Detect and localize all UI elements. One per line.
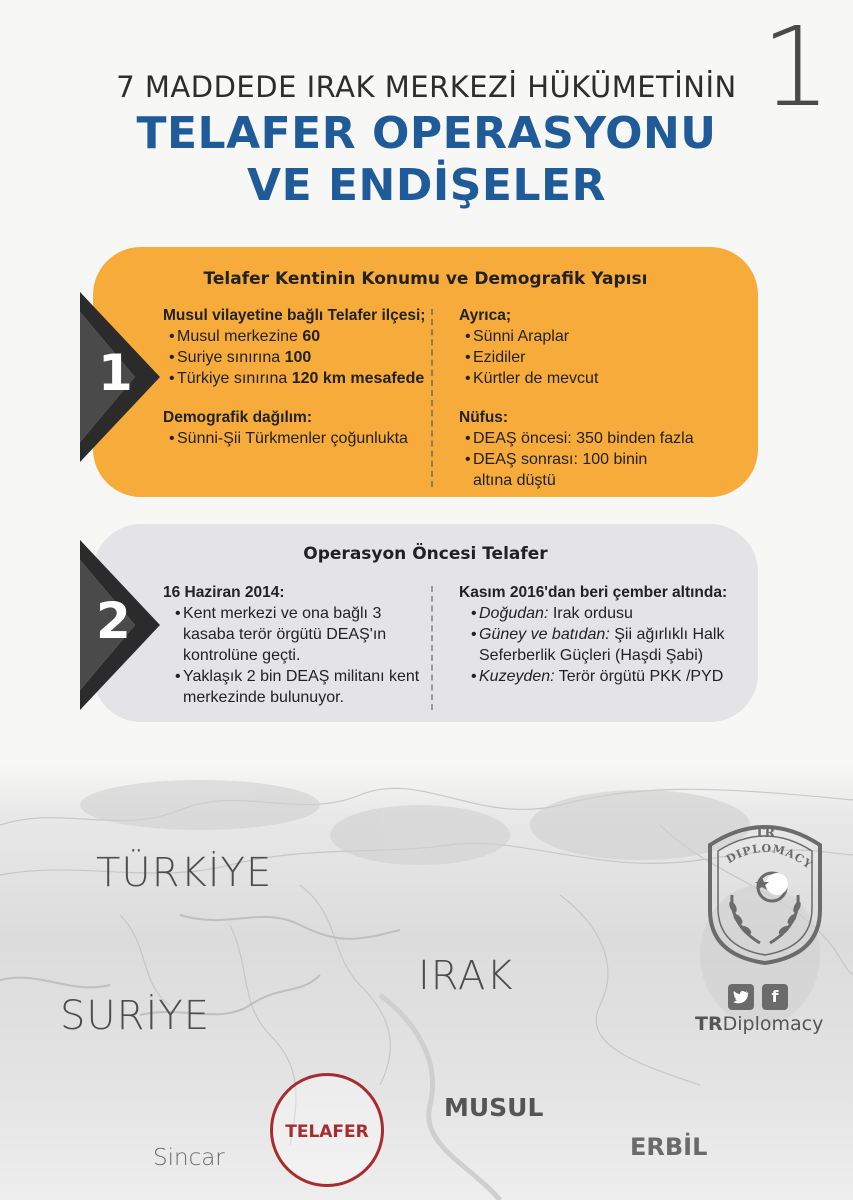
pre-title: 7 MADDEDE IRAK MERKEZİ HÜKÜMETİNİN bbox=[116, 70, 737, 104]
list-item: • Musul merkezine 60 bbox=[163, 326, 463, 347]
list-item: • Sünni-Şii Türkmenler çoğunlukta bbox=[163, 428, 463, 449]
header bbox=[0, 70, 853, 212]
twitter-icon[interactable] bbox=[728, 984, 754, 1010]
section-2-left-column bbox=[163, 582, 428, 708]
list-item: • Yaklaşık 2 bin DEAŞ militanı kent merkezinde bulunuyor. bbox=[163, 666, 428, 708]
map-label-erbil: ERBİL bbox=[630, 1133, 708, 1161]
section-1-chevron bbox=[80, 292, 170, 462]
section-1-title: Telafer Kentinin Konumu ve Demografik Yapısı bbox=[203, 269, 648, 289]
facebook-icon[interactable]: f bbox=[762, 984, 788, 1010]
list-item: • Kürtler de mevcut bbox=[459, 368, 749, 389]
brand-handle: TRDiplomacy bbox=[695, 1013, 824, 1035]
section-2-divider bbox=[431, 586, 433, 710]
telafer-label: TELAFER bbox=[285, 1122, 369, 1142]
section-2-chevron bbox=[80, 540, 170, 710]
list-item: • Suriye sınırına 100 bbox=[163, 347, 463, 368]
section-1-right-heading-2: Nüfus: bbox=[459, 409, 509, 426]
section-2-card bbox=[93, 524, 758, 722]
social-icons bbox=[728, 984, 788, 1010]
section-1-right-column bbox=[459, 305, 749, 491]
list-item: • Ezidiler bbox=[459, 347, 749, 368]
list-item: • Doğudan: Irak ordusu bbox=[459, 603, 749, 624]
section-1-right-heading-1: Ayrıca; bbox=[459, 307, 511, 324]
section-1-left-heading-2: Demografik dağılım: bbox=[163, 409, 312, 426]
section-1-left-column bbox=[163, 305, 463, 449]
section-1-number: 1 bbox=[98, 344, 133, 402]
section-2-right-heading: Kasım 2016'dan beri çember altında: bbox=[459, 584, 728, 601]
main-title-line-2: VE ENDİŞELER bbox=[247, 160, 606, 211]
svg-text:DIPLOMACY: DIPLOMACY bbox=[723, 841, 816, 872]
list-item: • Türkiye sınırına 120 km mesafede bbox=[163, 368, 463, 389]
map-label-musul: MUSUL bbox=[444, 1093, 544, 1122]
map-label-turkiye: TÜRKİYE bbox=[96, 850, 273, 896]
list-item: • Kuzeyden: Terör örgütü PKK /PYD bbox=[459, 666, 749, 687]
list-item: • DEAŞ sonrası: 100 binin altına düştü bbox=[459, 449, 669, 491]
section-2-right-column bbox=[459, 582, 749, 687]
list-item: • Sünni Araplar bbox=[459, 326, 749, 347]
section-2-title: Operasyon Öncesi Telafer bbox=[303, 544, 548, 564]
svg-text:TR: TR bbox=[754, 826, 776, 841]
telafer-marker bbox=[270, 1073, 384, 1187]
main-title-line-1: TELAFER OPERASYONU bbox=[136, 108, 717, 159]
section-1-card bbox=[93, 247, 758, 497]
list-item: • Güney ve batıdan: Şii ağırlıklı Halk Seferberlik Güçleri (Haşdi Şabi) bbox=[459, 624, 749, 666]
list-item: • DEAŞ öncesi: 350 binden fazla bbox=[459, 428, 749, 449]
map-label-suriye: SURİYE bbox=[60, 993, 210, 1039]
section-1-left-heading-1: Musul vilayetine bağlı Telafer ilçesi; bbox=[163, 307, 426, 324]
section-2-number: 2 bbox=[96, 592, 131, 650]
page-number: 1 bbox=[761, 3, 831, 131]
map-label-sincar: Sincar bbox=[153, 1145, 225, 1171]
section-2-left-heading: 16 Haziran 2014: bbox=[163, 584, 285, 601]
list-item: • Kent merkezi ve ona bağlı 3 kasaba terör örgütü DEAŞ'ın kontrolüne geçti. bbox=[163, 603, 428, 666]
map-label-irak: IRAK bbox=[418, 953, 514, 999]
section-1-divider bbox=[431, 309, 433, 487]
trdiplomacy-badge-icon bbox=[700, 815, 830, 970]
